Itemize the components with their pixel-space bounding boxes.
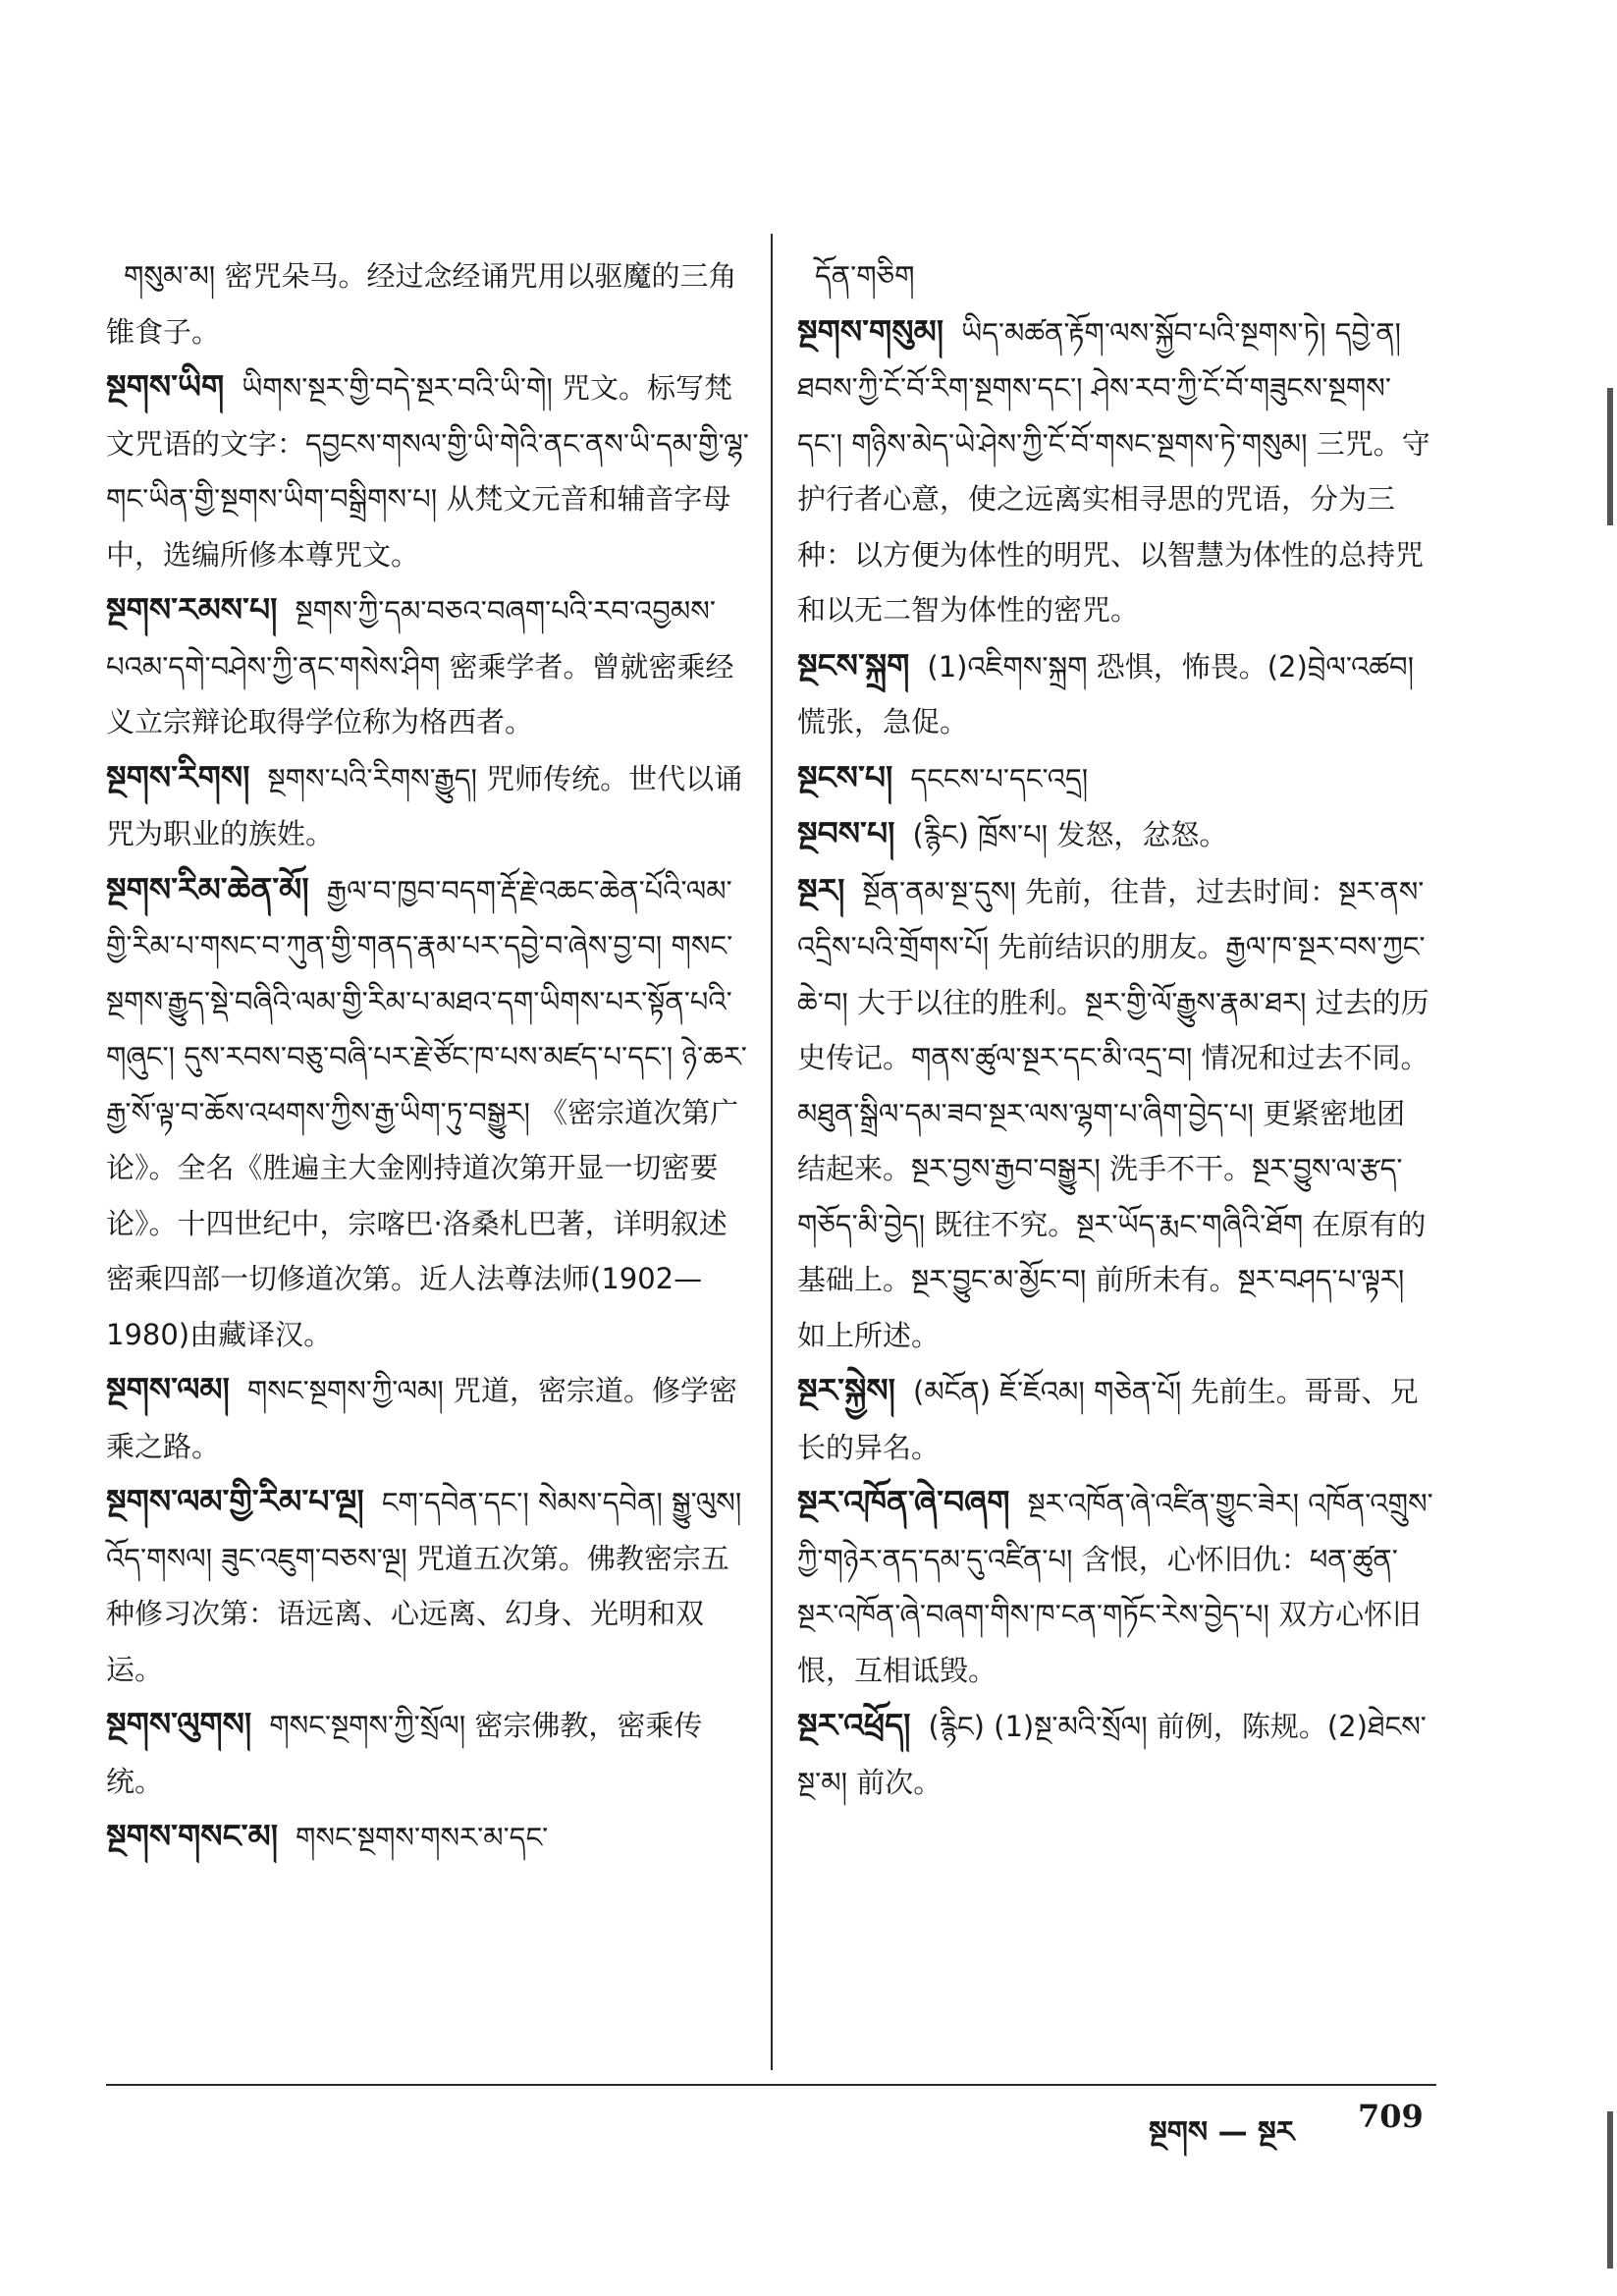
entry-definition: གསང་སྔགས་ཀྱི་ལམ། 咒道，密宗道。修学密乘之路。 <box>106 1374 738 1463</box>
entry-headword: སྔགས་གསུམ། <box>797 311 944 351</box>
entry-headword: སྔར། <box>797 870 845 909</box>
entry-headword: སྔབས་པ། <box>797 814 895 852</box>
entry-definition: གསུམ་མ། 密咒朵马。经过念经诵咒用以驱魔的三角锥食子。 <box>106 259 737 349</box>
entry-definition: རྒྱལ་བ་ཁྱབ་བདག་རྡོ་རྗེ་འཆང་ཆེན་པོའི་ལམ་གྱི་རིམ་པ་གསང་བ་ཀུན་གྱི་གནད་རྣམ་པར་དབྱེ་བ་ཞེས་བྱ་བ། གསང་སྔགས་རྒྱུད་སྡེ་བཞིའི་ལམ་གྱི་རིམ་པ་མཐའ་དག་ཡིགས་པར་སྟོན་པའི་གཞུང་། དུས་རབས་བཅུ་བཞི་པར་རྗེ་ཙོང་ཁ་པས་མཛད་པ་དང་། ཉེ་ཆར་རྒྱ་སོ་ལྟ་བ་ཆོས་འཕགས་ཀྱིས་རྒྱ་ཡིག་ཏུ་བསྒྱུར། 《密宗道次第广论》。全名《胜遍主大金刚持道次第开显一切密要论》。十四世纪中，宗喀巴·洛桑札巴著，详明叙述密乘四部一切修道次第。近人法尊法师(1902—1980)由藏译汉。 <box>106 873 747 1351</box>
running-head-range: སྔགས — སྔར <box>1149 2115 1295 2150</box>
entry-definition: དངངས་པ་དང་འདྲ། <box>910 761 1089 795</box>
entry-definition: སྔགས་པའི་རིགས་རྒྱུད། 咒师传统。世代以诵咒为职业的族姓。 <box>106 761 743 850</box>
dictionary-entry <box>797 1475 1433 1698</box>
left-column <box>106 247 749 1866</box>
entry-definition: དོན་གཅིག <box>815 259 915 293</box>
dictionary-entry <box>106 862 749 1363</box>
entry-definition: སྔར་འཁོན་ཞེ་འཛིན་གྱུང་ཟེར། འཁོན་འགྲུས་ཀྱི་གཉེར་ནད་དམ་དུ་འཛིན་པ། 含恨，心怀旧仇：ཕན་ཚུན་སྔར་འཁོན་ཞེ་བཞག་གིས་ཁ་ངན་གཏོང་རེས་བྱེད་པ། 双方心怀旧恨，互相诋毁。 <box>797 1487 1433 1687</box>
page-number: 709 <box>1358 2098 1424 2135</box>
entry-headword: སྔངས་པ། <box>797 757 893 796</box>
entry-definition: (མངོན) ཇོ་ཇོའམ། གཅེན་པོ། 先前生。哥哥、兄长的异名。 <box>797 1375 1419 1464</box>
entry-headword: སྔགས་རིགས། <box>106 757 250 796</box>
scan-edge-mark <box>1607 388 1613 525</box>
entry-definition: སྔོན་ནམ་སྔ་དུས། 先前，往昔，过去时间：སྔར་ནས་འདྲིས་པའི་གྲོགས་པོ། 先前结识的朋友。རྒྱལ་ཁ་སྔར་བས་ཀྱང་ཆེ་བ། 大于以往的胜利。སྔར་གྱི་ལོ་རྒྱུས་རྣམ་ཐར། 过去的历史传记。གནས་ཚུལ་སྔར་དང་མི་འདྲ་བ། 情况和过去不同。མཐུན་སྒྲིལ་དམ་ཟབ་སྔར་ལས་ལྷག་པ་ཞིག་བྱེད་པ། 更紧密地团结起来。སྔར་བྱས་རྒྱབ་བསྒྱུར། 洗手不干。སྔར་བྱུས་ལ་རྩད་གཅོད་མི་བྱེད། 既往不究。སྔར་ཡོད་རྨང་གཞིའི་ཐོག 在原有的基础上。སྔར་བྱུང་མ་མྱོང་བ། 前所未有。སྔར་བཤད་པ་ལྟར། 如上所述。 <box>797 874 1429 1352</box>
entry-headword: སྔགས་ལམ། <box>106 1370 230 1408</box>
right-column <box>797 247 1433 1810</box>
dictionary-entry <box>797 304 1433 638</box>
scan-edge-mark <box>1607 2111 1613 2269</box>
entry-headword: སྔར་འཕྲོད། <box>797 1706 911 1744</box>
entry-headword: སྔགས་རམས་པ། <box>106 590 278 629</box>
entry-definition: (རྙིང) (1)སྔ་མའི་སྲོལ། 前例，陈规。(2)ཐེངས་སྔ་མ། 前次。 <box>797 1710 1427 1799</box>
dictionary-entry <box>797 1363 1433 1475</box>
dictionary-entry <box>106 1697 749 1809</box>
dictionary-entry <box>106 750 749 862</box>
dictionary-entry <box>797 247 1433 304</box>
dictionary-entry <box>797 638 1433 750</box>
column-divider <box>771 234 773 2070</box>
entry-headword: སྔགས་ལུགས། <box>106 1705 252 1743</box>
dictionary-entry <box>106 359 749 582</box>
dictionary-entry <box>106 247 749 359</box>
dictionary-entry <box>106 1362 749 1474</box>
entry-definition: (1)འཇིགས་སྐྲག 恐惧，怖畏。(2)བྲེལ་འཚབ། 慌张，急促。 <box>797 649 1415 738</box>
dictionary-entry <box>797 806 1433 863</box>
entry-headword: སྔངས་སྐྲག <box>797 645 910 684</box>
dictionary-entry <box>797 750 1433 807</box>
entry-definition: ངག་དབེན་དང་། སེམས་དབེན། སྒྱུ་ལུས། འོད་གསལ། ཟུང་འཇུག་བཅས་ལྔ། 咒道五次第。佛教密宗五种修习次第：语远离、心远离、幻身、光明和双运。 <box>106 1486 742 1686</box>
entry-headword: སྔགས་ལམ་གྱི་རིམ་པ་ལྔ། <box>106 1482 364 1520</box>
entry-headword: སྔར་འཁོན་ཞེ་བཞག <box>797 1483 1010 1521</box>
dictionary-entry <box>797 1698 1433 1810</box>
entry-definition: ཡིད་མཚན་རྟོག་ལས་སྐྱོབ་པའི་སྔགས་ཏེ། དབྱེ་ན། ཐབས་ཀྱི་ངོ་བོ་རིག་སྔགས་དང་། ཤེས་རབ་ཀྱི་ངོ་བོ་གཟུངས་སྔགས་དང་། གཉིས་མེད་ཡེ་ཤེས་ཀྱི་ངོ་བོ་གསང་སྔགས་ཏེ་གསུམ། 三咒。守护行者心意，使之远离实相寻思的咒语，分为三种：以方便为体性的明咒、以智慧为体性的总持咒和以无二智为体性的密咒。 <box>797 315 1430 627</box>
entry-definition: གསང་སྔགས་ཀྱི་སྲོལ། 密宗佛教，密乘传统。 <box>106 1709 703 1798</box>
dictionary-entry <box>106 1809 749 1866</box>
entry-headword: སྔགས་རིམ་ཆེན་མོ། <box>106 869 309 908</box>
entry-definition: (རྙིང) ཁྲོས་པ། 发怒，忿怒。 <box>912 818 1228 851</box>
entry-definition: གསང་སྔགས་གསར་མ་དང་ <box>296 1821 549 1854</box>
dictionary-entry <box>106 1474 749 1697</box>
dictionary-entry <box>106 582 749 750</box>
entry-definition: ཡིགས་སྔར་གྱི་བདེ་སྔར་བའི་ཡི་གེ། 咒文。标写梵文咒语的文字：དབྱངས་གསལ་གྱི་ཡི་གེའི་ནང་ནས་ཡི་དམ་གྱི་ལྷ་གང་ཡིན་གྱི་སྔགས་ཡིག་བསྒྲིགས་པ། 从梵文元音和辅音字母中，选编所修本尊咒文。 <box>106 371 749 572</box>
entry-headword: སྔགས་ཡིག <box>106 367 225 406</box>
dictionary-entry <box>797 863 1433 1364</box>
footer-rule <box>106 2084 1436 2086</box>
entry-headword: སྔགས་གསང་མ། <box>106 1817 279 1855</box>
entry-headword: སྔར་སྐྱེས། <box>797 1371 895 1409</box>
entry-definition: སྔགས་ཀྱི་དམ་བཅའ་བཞག་པའི་རབ་འབྱམས་པའམ་དགེ་བཤེས་ཀྱི་ནང་གསེས་ཤིག 密乘学者。曾就密乘经义立宗辩论取得学位称为格西者。 <box>106 594 734 738</box>
